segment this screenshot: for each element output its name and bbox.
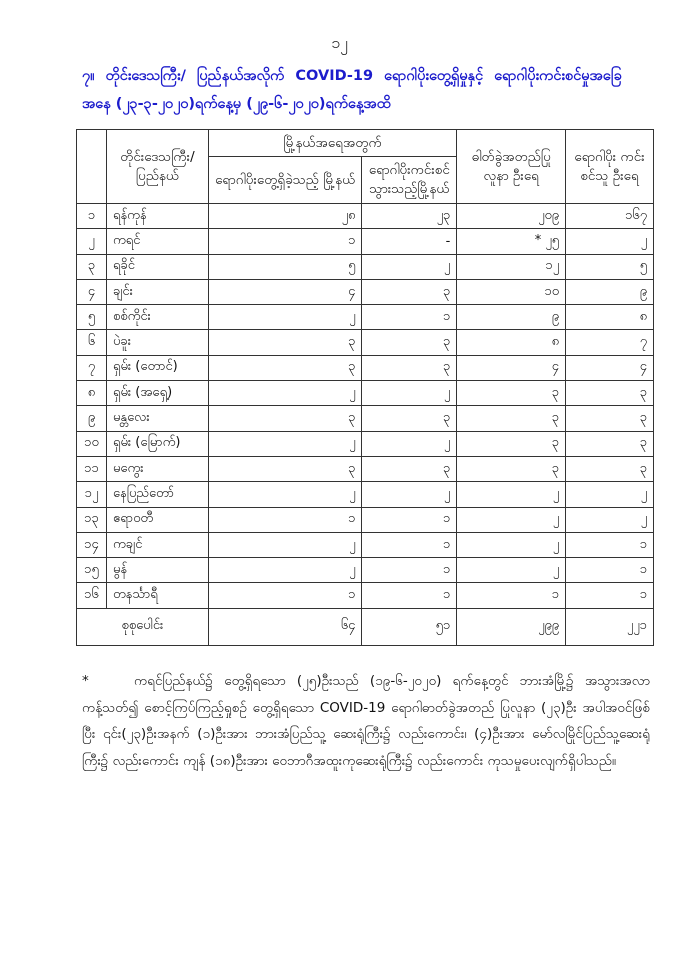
row-townships-detected: ၃ [208,456,362,481]
row-townships-detected: ၃ [208,355,362,380]
row-confirmed: ၂၀၉ [457,204,566,229]
row-townships-detected: ၂ [208,482,362,507]
row-recovered: ၃ [566,406,654,431]
row-region: ကချင် [106,532,208,557]
row-confirmed: ၁၀ [457,279,566,304]
total-cleared: ၅၁ [362,608,457,645]
row-townships-detected: ၂၈ [208,204,362,229]
table-body [77,204,654,609]
row-townships-cleared: ၃ [362,355,457,380]
row-townships-cleared: ၃ [362,330,457,355]
row-index: ၁၅ [77,558,107,583]
row-region: ဧရာဝတီ [106,507,208,532]
row-townships-detected: ၂ [208,431,362,456]
row-index: ၁၁ [77,456,107,481]
table-row [77,381,654,406]
row-region: ပဲခူး [106,330,208,355]
footnote [82,668,650,774]
row-confirmed: ၃ [457,406,566,431]
row-townships-cleared: ၂ [362,482,457,507]
covid-region-table [76,129,654,646]
table-row [77,431,654,456]
table-row [77,482,654,507]
row-recovered: ၇ [566,330,654,355]
footnote-text: ကရင်ပြည်နယ်၌ တွေ့ရှိရသော (၂၅)ဦးသည် (၁၉-၆-၂၀၂၀) ရက်နေ့တွင် ဘားအံမြို့၌ အသွားအလာကန့်သတ်၍ စောင့်ကြပ်ကြည့်ရှုစဉ် တွေ့ရှိရသော COVID-19 ရောဂါဓာတ်ခွဲအတည် ပြုလူနာ (၂၃)ဦး အပါအဝင်ဖြစ်ပြီး ၎င်း(၂၃)ဦးအနက် (၁)ဦးအား ဘားအံပြည်သူ့ ဆေးရုံကြီး၌ လည်းကောင်း၊ (၄)ဦးအား မော်လမြိုင်ပြည်သူ့ဆေးရုံကြီး၌ လည်းကောင်း ကျန် (၁၈)ဦးအား ဝေဘာဂီအထူးကုဆေးရုံကြီး၌ လည်းကောင်း ကုသမှုပေးလျက်ရှိပါသည်။ [82,673,650,769]
total-detected: ၆၄ [208,608,362,645]
table-row [77,279,654,304]
row-recovered: ၃ [566,381,654,406]
footnote-marker: * [82,673,89,689]
row-index: ၁၀ [77,431,107,456]
row-townships-cleared: ၁ [362,558,457,583]
row-townships-detected: ၂ [208,558,362,583]
row-recovered: ၁ [566,532,654,557]
header-index [77,130,107,204]
row-region: မကွေး [106,456,208,481]
row-region: ရှမ်း (တောင်) [106,355,208,380]
row-townships-cleared: ၁ [362,305,457,330]
row-region: စစ်ကိုင်း [106,305,208,330]
row-townships-cleared: ၁ [362,507,457,532]
row-townships-detected: ၂ [208,532,362,557]
row-townships-cleared: ၂ [362,431,457,456]
row-townships-detected: ၁ [208,583,362,608]
row-region: နေပြည်တော် [106,482,208,507]
row-confirmed: ၈ [457,330,566,355]
row-index: ၁၃ [77,507,107,532]
row-index: ၆ [77,330,107,355]
header-township-group: မြို့နယ်အရေအတွက် [208,130,456,157]
row-townships-detected: ၁ [208,507,362,532]
row-recovered: ၂ [566,482,654,507]
row-confirmed: ၄ [457,355,566,380]
row-index: ၂ [77,229,107,254]
total-recovered: ၂၂၁ [566,608,654,645]
row-townships-cleared: - [362,229,457,254]
table-row [77,558,654,583]
table-row [77,254,654,279]
table-row [77,355,654,380]
row-confirmed: ၃ [457,456,566,481]
table-row [77,229,654,254]
row-index: ၁၆ [77,583,107,608]
row-recovered: ၁၆၇ [566,204,654,229]
row-recovered: ၉ [566,279,654,304]
row-recovered: ၃ [566,431,654,456]
row-region: တနင်္သာရီ [106,583,208,608]
row-confirmed: ၂ [457,558,566,583]
row-townships-detected: ၃ [208,406,362,431]
row-recovered: ၂ [566,507,654,532]
row-townships-cleared: ၂ [362,254,457,279]
row-confirmed: ၃ [457,381,566,406]
row-confirmed: ၂ [457,482,566,507]
row-index: ၇ [77,355,107,380]
table-row [77,305,654,330]
header-recovered: ရောဂါပိုး ကင်းစင်သူ ဦးရေ [566,130,654,204]
row-townships-cleared: ၁ [362,532,457,557]
row-index: ၁၂ [77,482,107,507]
total-label: စုစုပေါင်း [77,608,209,645]
row-recovered: ၃ [566,456,654,481]
row-recovered: ၂ [566,229,654,254]
row-index: ၃ [77,254,107,279]
header-region: တိုင်းဒေသကြီး/ ပြည်နယ် [106,130,208,204]
row-townships-cleared: ၂၃ [362,204,457,229]
table-row [77,507,654,532]
row-townships-detected: ၃ [208,330,362,355]
total-row [77,608,654,645]
row-townships-detected: ၅ [208,254,362,279]
row-region: ရန်ကုန် [106,204,208,229]
row-townships-detected: ၂ [208,381,362,406]
row-confirmed: * ၂၅ [457,229,566,254]
row-townships-cleared: ၃ [362,456,457,481]
row-index: ၉ [77,406,107,431]
row-region: ရှမ်း (မြောက်) [106,431,208,456]
row-townships-detected: ၂ [208,305,362,330]
row-confirmed: ၃ [457,431,566,456]
header-townships-detected: ရောဂါပိုးတွေ့ရှိခဲ့သည့် မြို့နယ် [208,157,362,204]
row-recovered: ၄ [566,355,654,380]
row-recovered: ၅ [566,254,654,279]
page-number: ၁၂ [331,33,348,52]
row-region: မွန် [106,558,208,583]
heading-line-1: ၇။ တိုင်းဒေသကြီး/ ပြည်နယ်အလိုက် COVID-19 ရောဂါပိုးတွေ့ရှိမှုနှင့် ရောဂါပိုးကင်းစင်မှုအခြေ [82,68,622,84]
header-confirmed-patients: ဓါတ်ခွဲအတည်ပြု လူနာ ဦးရေ [457,130,566,204]
row-townships-detected: ၄ [208,279,362,304]
header-townships-cleared: ရောဂါပိုးကင်းစင် သွားသည့်မြို့နယ် [362,157,457,204]
table-row [77,532,654,557]
row-index: ၁၄ [77,532,107,557]
row-townships-cleared: ၃ [362,406,457,431]
row-region: ရှမ်း (အရှေ့) [106,381,208,406]
table-row [77,456,654,481]
row-index: ၈ [77,381,107,406]
row-region: ကရင် [106,229,208,254]
table-row [77,406,654,431]
row-confirmed: ၂ [457,532,566,557]
total-confirmed: ၂၉၉ [457,608,566,645]
row-confirmed: ၉ [457,305,566,330]
row-townships-cleared: ၃ [362,279,457,304]
heading-line-2: အနေ (၂၃-၃-၂၀၂၀)ရက်နေ့မှ (၂၉-၆-၂၀၂၀)ရက်နေ့အထိ [82,96,391,112]
row-index: ၁ [77,204,107,229]
row-townships-cleared: ၁ [362,583,457,608]
row-recovered: ၁ [566,558,654,583]
row-confirmed: ၂ [457,507,566,532]
row-townships-detected: ၁ [208,229,362,254]
table-row [77,330,654,355]
row-recovered: ၁ [566,583,654,608]
row-townships-cleared: ၂ [362,381,457,406]
row-region: မန္တလေး [106,406,208,431]
row-confirmed: ၁၂ [457,254,566,279]
row-index: ၄ [77,279,107,304]
table-row [77,583,654,608]
row-recovered: ၈ [566,305,654,330]
row-region: ရခိုင် [106,254,208,279]
table-row [77,204,654,229]
row-index: ၅ [77,305,107,330]
row-region: ချင်း [106,279,208,304]
section-heading [82,62,662,118]
row-confirmed: ၁ [457,583,566,608]
